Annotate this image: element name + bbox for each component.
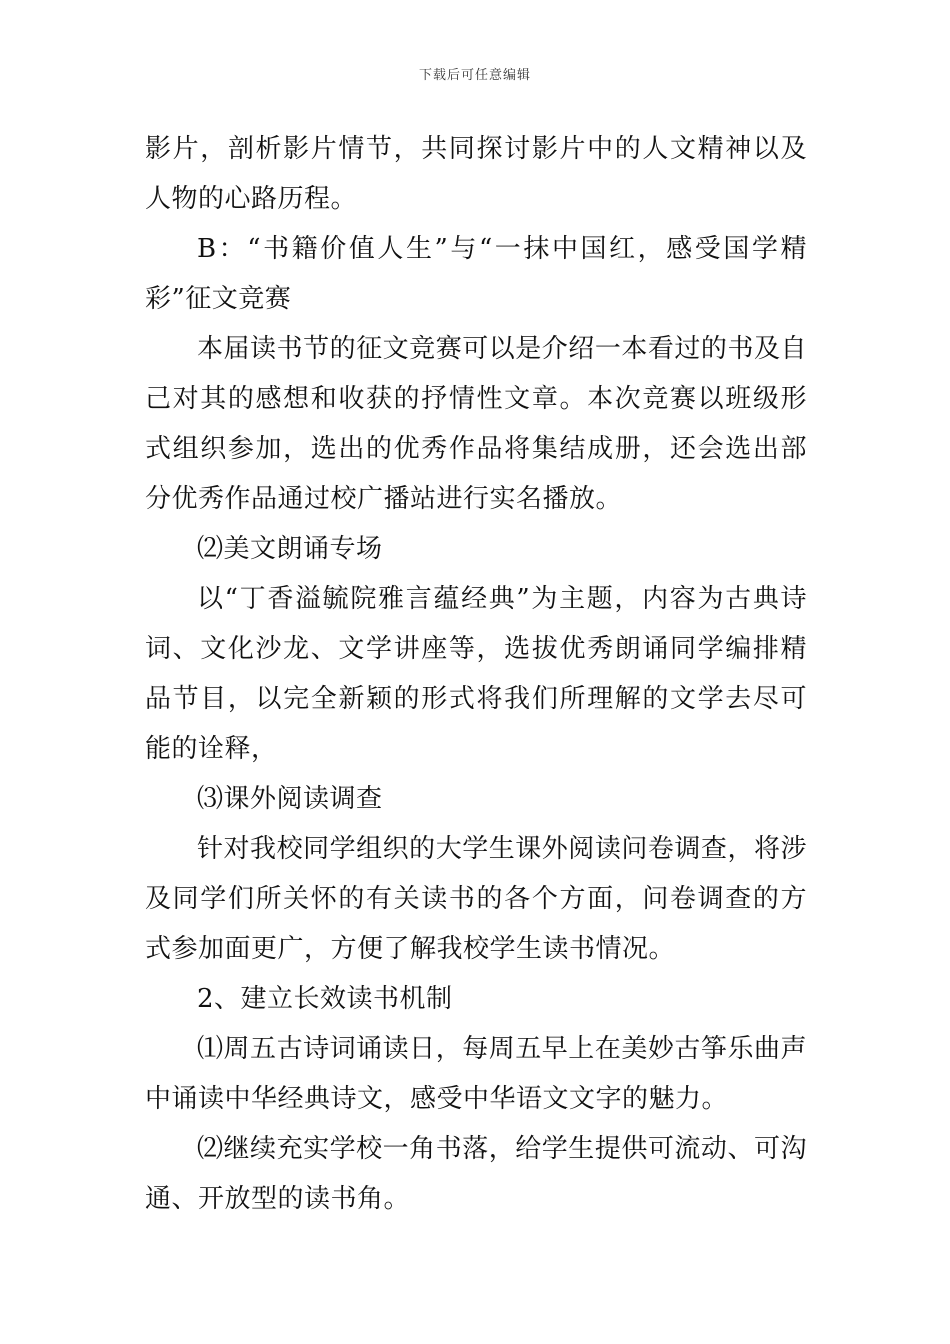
paragraph-mechanism-item-1: ⑴周五古诗词诵读日，每周五早上在美妙古筝乐曲声中诵读中华经典诗文，感受中华语文文字的魅力。: [145, 1034, 807, 1114]
page-header: 下载后可任意编辑: [418, 68, 531, 83]
paragraph-recitation-body: 以“丁香溢毓院雅言蕴经典”为主题，内容为古典诗词、文化沙龙、文学讲座等，选拔优秀朗诵同学编排精品节目，以完全新颖的形式将我们所理解的文学去尽可能的诠释，: [145, 584, 807, 764]
paragraph-mechanism-heading: 2、建立长效读书机制: [197, 984, 453, 1014]
paragraph-survey-heading: ⑶课外阅读调查: [197, 784, 383, 814]
paragraph-essay-contest-body: 本届读书节的征文竞赛可以是介绍一本看过的书及自己对其的感想和收获的抒情性文章。本次竞赛以班级形式组织参加，选出的优秀作品将集结成册，还会选出部分优秀作品通过校广播站进行实名播放。: [145, 334, 807, 514]
paragraph-essay-contest-title: B：“书籍价值人生”与“一抹中国红，感受国学精彩”征文竞赛: [145, 234, 807, 314]
document-body: [145, 124, 807, 1224]
paragraph-continuation: 影片，剖析影片情节，共同探讨影片中的人文精神以及人物的心路历程。: [145, 134, 807, 214]
paragraph-survey-body: 针对我校同学组织的大学生课外阅读问卷调查，将涉及同学们所关怀的有关读书的各个方面，问卷调查的方式参加面更广，方便了解我校学生读书情况。: [145, 834, 807, 964]
paragraph-mechanism-item-2: ⑵继续充实学校一角书落，给学生提供可流动、可沟通、开放型的读书角。: [145, 1134, 807, 1214]
paragraph-recitation-heading: ⑵美文朗诵专场: [197, 534, 383, 564]
